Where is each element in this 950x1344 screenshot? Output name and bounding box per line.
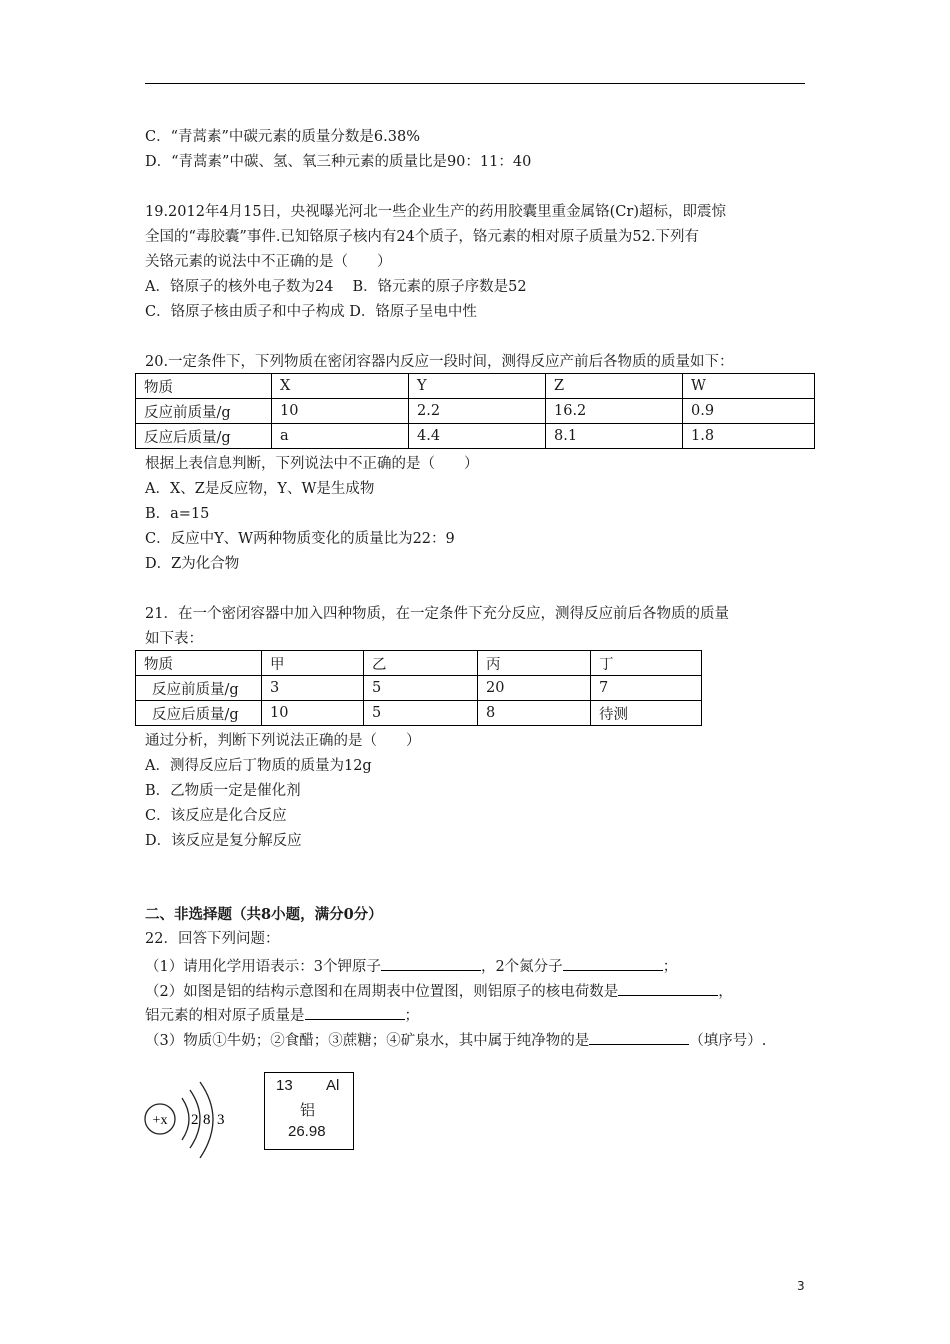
table-row [136,374,815,399]
q18-option-d: D．“青蒿素”中碳、氢、氧三种元素的质量比是90：11：40 [145,154,532,170]
atomic-number: 13 [276,1077,293,1094]
q22-part2-cont [145,1005,419,1025]
shell-electron-count: 3 [217,1112,225,1128]
table-cell: W [683,374,815,399]
table-cell: 8 [478,701,591,726]
table-cell: 反应后质量/g [136,424,272,449]
table-cell: 0.9 [683,399,815,424]
table-cell: 甲 [262,651,364,676]
q22-part1 [145,956,677,976]
table-cell: 10 [262,701,364,726]
q22-part3 [145,1030,766,1050]
table-cell: 16.2 [546,399,683,424]
table-cell: 反应后质量/g [136,701,262,726]
electron-shell-1 [182,1098,189,1140]
q19-options-ab: A．铬原子的核外电子数为24 B．铬元素的原子序数是52 [145,279,527,295]
element-name: 铝 [300,1101,316,1119]
table-row [136,424,815,449]
table-cell: 乙 [364,651,478,676]
q19-stem-line3: 关铬元素的说法中不正确的是（ ） [145,254,392,270]
table-row [136,676,702,701]
q20-question: 根据上表信息判断，下列说法中不正确的是（ ） [145,456,479,472]
q21-stem-line2: 如下表： [145,631,203,647]
section-heading: 二、非选择题（共8小题，满分0分） [145,906,383,923]
table-cell: 物质 [136,374,272,399]
q21-question: 通过分析，判断下列说法正确的是（ ） [145,733,421,749]
q20-option-a: A．X、Z是反应物，Y、W是生成物 [145,481,375,497]
table-cell: 5 [364,701,478,726]
shell-electron-count: 8 [203,1112,211,1128]
q19-options-cd: C．铬原子核由质子和中子构成 D．铬原子呈电中性 [145,304,477,320]
table-cell: 8.1 [546,424,683,449]
table-cell: 反应前质量/g [136,399,272,424]
q21-option-b: B．乙物质一定是催化剂 [145,783,301,799]
aluminum-atom-structure-diagram [140,1080,260,1170]
table-cell: 3 [262,676,364,701]
answer-blank[interactable] [563,956,663,971]
table-cell: 10 [272,399,409,424]
atomic-mass: 26.98 [288,1123,326,1140]
q22-part1-text: ，2个氮分子 [480,959,563,975]
periodic-table-cell [264,1072,354,1150]
nucleus-charge: +x [152,1113,168,1128]
table-cell: 待测 [591,701,702,726]
q18-option-c: C．“青蒿素”中碳元素的质量分数是6.38% [145,129,420,145]
q20-option-b: B．a=15 [145,506,210,522]
q19-stem-line2: 全国的“毒胶囊”事件.已知铬原子核内有24个质子，铬元素的相对原子质量为52.下列有 [145,229,699,245]
table-cell: 丁 [591,651,702,676]
q21-option-a: A．测得反应后丁物质的质量为12g [145,758,372,774]
table-cell: 7 [591,676,702,701]
q22-part2-text: ， [718,984,733,1000]
q20-stem: 20.一定条件下，下列物质在密闭容器内反应一段时间，测得反应产前后各物质的质量如下： [145,354,734,370]
element-symbol: Al [326,1077,340,1094]
q19-stem-line1: 19.2012年4月15日，央视曝光河北一些企业生产的药用胶囊里重金属铬(Cr)超标，即震惊 [145,204,726,220]
answer-blank[interactable] [618,981,718,996]
table-cell: 5 [364,676,478,701]
table-cell: X [272,374,409,399]
table-cell: 20 [478,676,591,701]
table-cell: Z [546,374,683,399]
table-cell: 物质 [136,651,262,676]
q20-table [135,373,815,449]
q20-option-d: D．Z为化合物 [145,556,240,572]
q21-option-c: C．该反应是化合反应 [145,808,287,824]
q21-table [135,650,702,726]
answer-blank[interactable] [305,1005,405,1020]
table-cell: Y [409,374,546,399]
q22-part3-text: （3）物质①牛奶；②食醋；③蔗糖；④矿泉水，其中属于纯净物的是 [145,1033,590,1049]
header-rule [145,83,805,84]
q20-option-c: C．反应中Y、W两种物质变化的质量比为22：9 [145,531,455,547]
q22-part2-text: 铝元素的相对原子质量是 [145,1008,305,1024]
q22-stem: 22．回答下列问题： [145,931,280,947]
table-row [136,399,815,424]
page-number: 3 [797,1279,805,1293]
q21-option-d: D．该反应是复分解反应 [145,833,302,849]
table-cell: 反应前质量/g [136,676,262,701]
q22-part2 [145,981,733,1001]
table-cell: 2.2 [409,399,546,424]
q22-part2-text: ； [404,1008,419,1024]
table-row [136,701,702,726]
q22-part1-text: （1）请用化学用语表示：3个钾原子 [145,959,381,975]
shell-electron-count: 2 [191,1112,199,1128]
q21-stem-line1: 21．在一个密闭容器中加入四种物质，在一定条件下充分反应，测得反应前后各物质的质量 [145,606,729,622]
q22-part1-text: ； [662,959,678,975]
table-cell: 丙 [478,651,591,676]
answer-blank[interactable] [381,956,481,971]
table-row [136,651,702,676]
table-cell: 1.8 [683,424,815,449]
table-cell: a [272,424,409,449]
q22-part2-text: （2）如图是铝的结构示意图和在周期表中位置图，则铝原子的核电荷数是 [145,984,619,1000]
table-cell: 4.4 [409,424,546,449]
q22-part3-text: （填序号）. [689,1033,767,1049]
answer-blank[interactable] [589,1030,689,1045]
